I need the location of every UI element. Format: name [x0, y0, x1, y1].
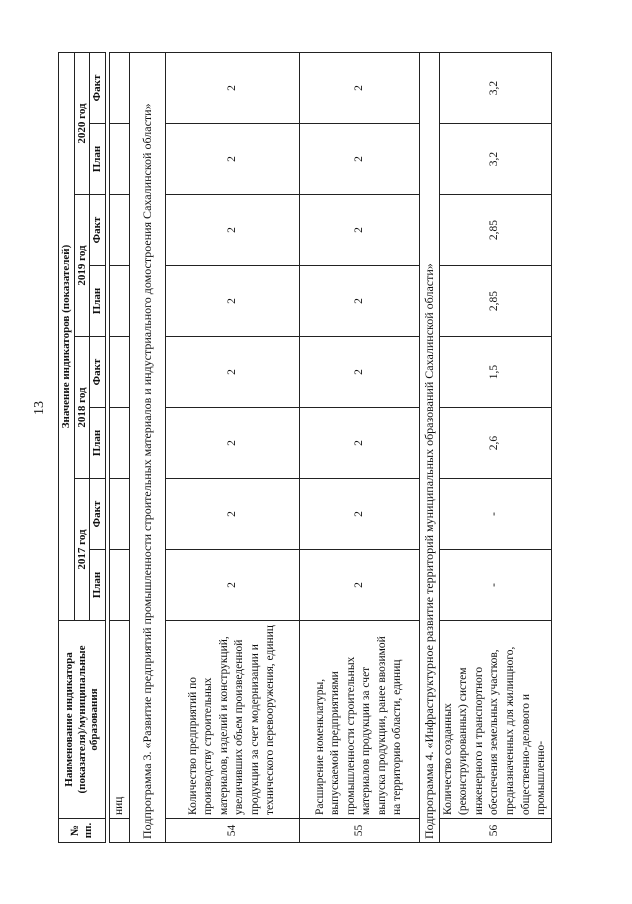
- header-plan: План: [90, 408, 106, 479]
- document-sheet: [58, 53, 597, 843]
- value-2019-plan: 2: [299, 266, 419, 337]
- value-2017-plan: -: [439, 550, 551, 621]
- value-2020-fact: 2: [165, 52, 299, 123]
- value-2019-plan: 2,85: [439, 266, 551, 337]
- header-plan: План: [90, 124, 106, 195]
- header-year-2019: 2019 год: [74, 195, 90, 337]
- subprogram-4-row: [419, 52, 439, 842]
- table-row-54: [165, 52, 299, 842]
- header-plan: План: [90, 266, 106, 337]
- header-no: № пп.: [59, 819, 106, 843]
- indicators-table: [58, 52, 552, 843]
- indicator-name: Расширение номенклатуры, выпускаемой предприятиями промышленности строительных материалов продукции за счет выпуска продукции, ранее ввозимой на территорию области, единиц: [299, 621, 419, 819]
- continued-label: ниц: [109, 621, 129, 819]
- value-2017-plan: 2: [299, 550, 419, 621]
- value-2019-fact: 2: [299, 195, 419, 266]
- table-row-continued: [109, 52, 129, 842]
- value-2018-fact: 1,5: [439, 337, 551, 408]
- header-year-2017: 2017 год: [74, 479, 90, 621]
- value-2018-fact: 2: [165, 337, 299, 408]
- value-2019-fact: 2,85: [439, 195, 551, 266]
- value-2020-plan: 2: [299, 124, 419, 195]
- value-2017-fact: 2: [299, 479, 419, 550]
- row-number: 56: [439, 819, 551, 843]
- value-2020-plan: 2: [165, 124, 299, 195]
- subprogram-3-title: Подпрограмма 3. «Развитие предприятий промышленности строительных материалов и индустриального домостроения Сахалинской области»: [129, 52, 165, 842]
- header-fact: Факт: [90, 195, 106, 266]
- value-2020-fact: 3,2: [439, 52, 551, 123]
- value-2018-plan: 2: [165, 408, 299, 479]
- header-plan: План: [90, 550, 106, 621]
- table-row-56: [439, 52, 551, 842]
- value-2018-fact: 2: [299, 337, 419, 408]
- value-2018-plan: 2: [299, 408, 419, 479]
- value-2020-fact: 2: [299, 52, 419, 123]
- indicator-name: Количество созданных (реконструированных) систем инженерного и транспортного обеспечения земельных участков, предназначенных для жилищного, общественно-делового и промышленно-: [439, 621, 551, 819]
- value-2018-plan: 2,6: [439, 408, 551, 479]
- header-year-2018: 2018 год: [74, 337, 90, 479]
- value-2017-fact: -: [439, 479, 551, 550]
- value-2019-plan: 2: [165, 266, 299, 337]
- indicator-name: Количество предприятий по производству строительных материалов, изделий и конструкций, увеличивших объем произведенной продукции за счет модернизации и технического перевооружения, единиц: [165, 621, 299, 819]
- page-number: 13: [32, 401, 47, 415]
- subprogram-3-row: [129, 52, 165, 842]
- value-2017-plan: 2: [165, 550, 299, 621]
- row-number: 54: [165, 819, 299, 843]
- table-row-55: [299, 52, 419, 842]
- row-number: 55: [299, 819, 419, 843]
- header-name: Наименование индикатора (показателя)/муниципальные образования: [59, 621, 106, 819]
- header-fact: Факт: [90, 479, 106, 550]
- header-year-2020: 2020 год: [74, 52, 90, 194]
- header-group: Значение индикаторов (показателей): [59, 52, 75, 620]
- subprogram-4-title: Подпрограмма 4. «Инфраструктурное развитие территорий муниципальных образований Сахалинской области»: [419, 52, 439, 842]
- value-2020-plan: 3,2: [439, 124, 551, 195]
- value-2019-fact: 2: [165, 195, 299, 266]
- value-2017-fact: 2: [165, 479, 299, 550]
- header-fact: Факт: [90, 52, 106, 123]
- header-fact: Факт: [90, 337, 106, 408]
